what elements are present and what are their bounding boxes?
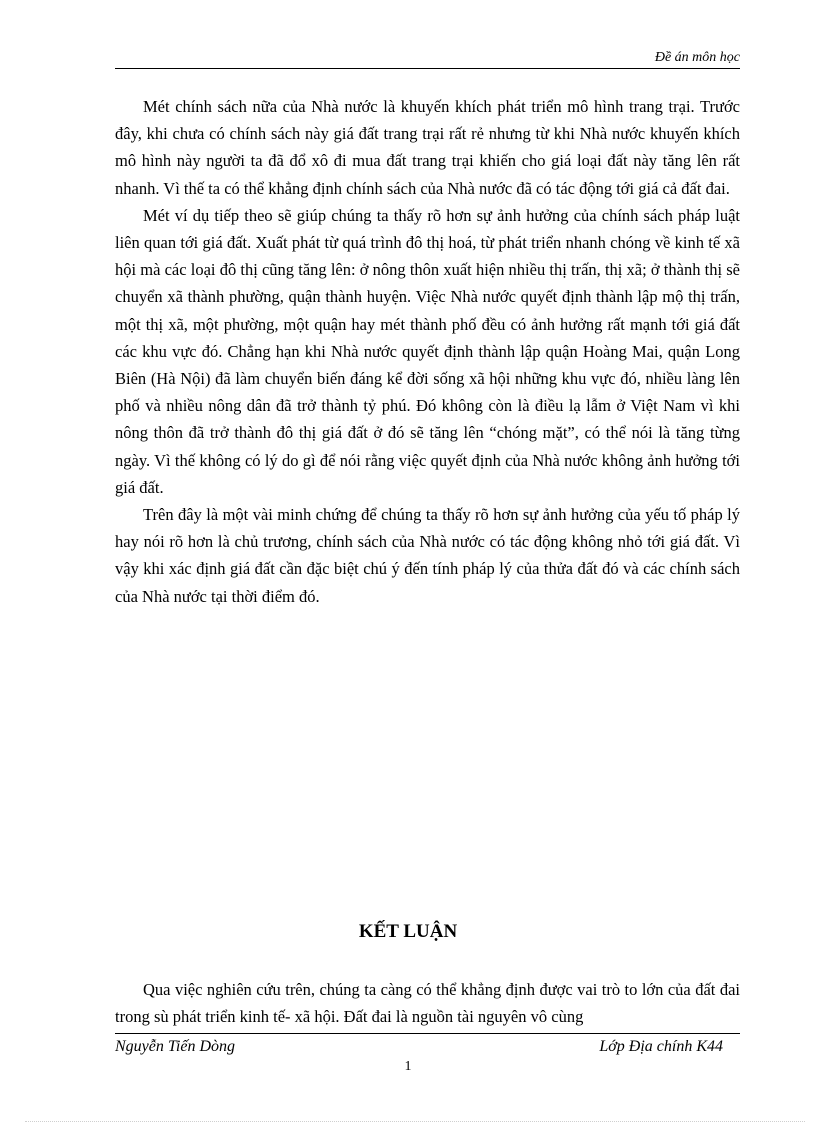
footer-divider [115, 1033, 740, 1034]
footer-author: Nguyễn Tiến Dòng [115, 1038, 235, 1055]
document-body [115, 93, 740, 610]
page-number: 1 [404, 1059, 412, 1074]
conclusion-heading: KẾT LUẬN [358, 921, 458, 942]
header-divider [115, 68, 740, 69]
footer-class: Lớp Địa chính K44 [599, 1038, 723, 1055]
paragraph-legal-factor-summary: Trên đây là một vài minh chứng để chúng ta thấy rõ hơn sự ảnh hưởng của yếu tố pháp lý hay nói rõ hơn là chủ trương, chính sách của Nhà nước có tác động không nhỏ tới giá đất. Vì vậy khi xác định giá đất cần đặc biệt chú ý đến tính pháp lý của thửa đất đó và các chính sách của Nhà nước tại thời điểm đó. [115, 505, 740, 606]
page-edge-divider [25, 1121, 805, 1122]
paragraph-urbanization-example: Mét ví dụ tiếp theo sẽ giúp chúng ta thấy rõ hơn sự ảnh hưởng của chính sách pháp luật liên quan tới giá đất. Xuất phát từ quá trình đô thị hoá, từ phát triển nhanh chóng về kinh tế xã hội mà các loại đô thị cũng tăng lên: ở nông thôn xuất hiện nhiều thị trấn, thị xã; ở thành thị sẽ chuyển xã thành phường, quận thành huyện. Việc Nhà nước quyết định thành lập mộ thị trấn, một thị xã, một phường, một quận hay mét thành phố đều có ảnh hưởng rất mạnh tới giá đất các khu vực đó. Chẳng hạn khi Nhà nước quyết định thành lập quận Hoàng Mai, quận Long Biên (Hà Nội) đã làm chuyển biến đáng kể đời sống xã hội những khu vực đó, nhiều làng lên phố và nhiều nông dân đã trở thành tỷ phú. Đó không còn là điều lạ lẫm ở Việt Nam vì khi nông thôn đã trở thành đô thị giá đất ở đó sẽ tăng lên “chóng mặt”, có thể nói là tăng từng ngày. Vì thế không có lý do gì để nói rằng việc quyết định của Nhà nước không ảnh hưởng tới giá đất. [115, 205, 740, 497]
conclusion-body [115, 976, 740, 1030]
conclusion-paragraph: Qua việc nghiên cứu trên, chúng ta càng có thể khẳng định được vai trò to lớn của đất đai trong sù phát triển kinh tế- xã hội. Đất đai là nguồn tài nguyên vô cùng [115, 980, 740, 1026]
paragraph-farm-policy: Mét chính sách nữa của Nhà nước là khuyến khích phát triển mô hình trang trại. Trước đây, khi chưa có chính sách này giá đất trang trại rất rẻ nhưng từ khi Nhà nước khuyến khích mô hình này người ta đã đổ xô đi mua đất trang trại khiến cho giá loại đất này tăng lên rất nhanh. Vì thế ta có thể khẳng định chính sách của Nhà nước đã có tác động tới giá cả đất đai. [115, 97, 740, 198]
running-header-title: Đề án môn học [654, 50, 740, 65]
